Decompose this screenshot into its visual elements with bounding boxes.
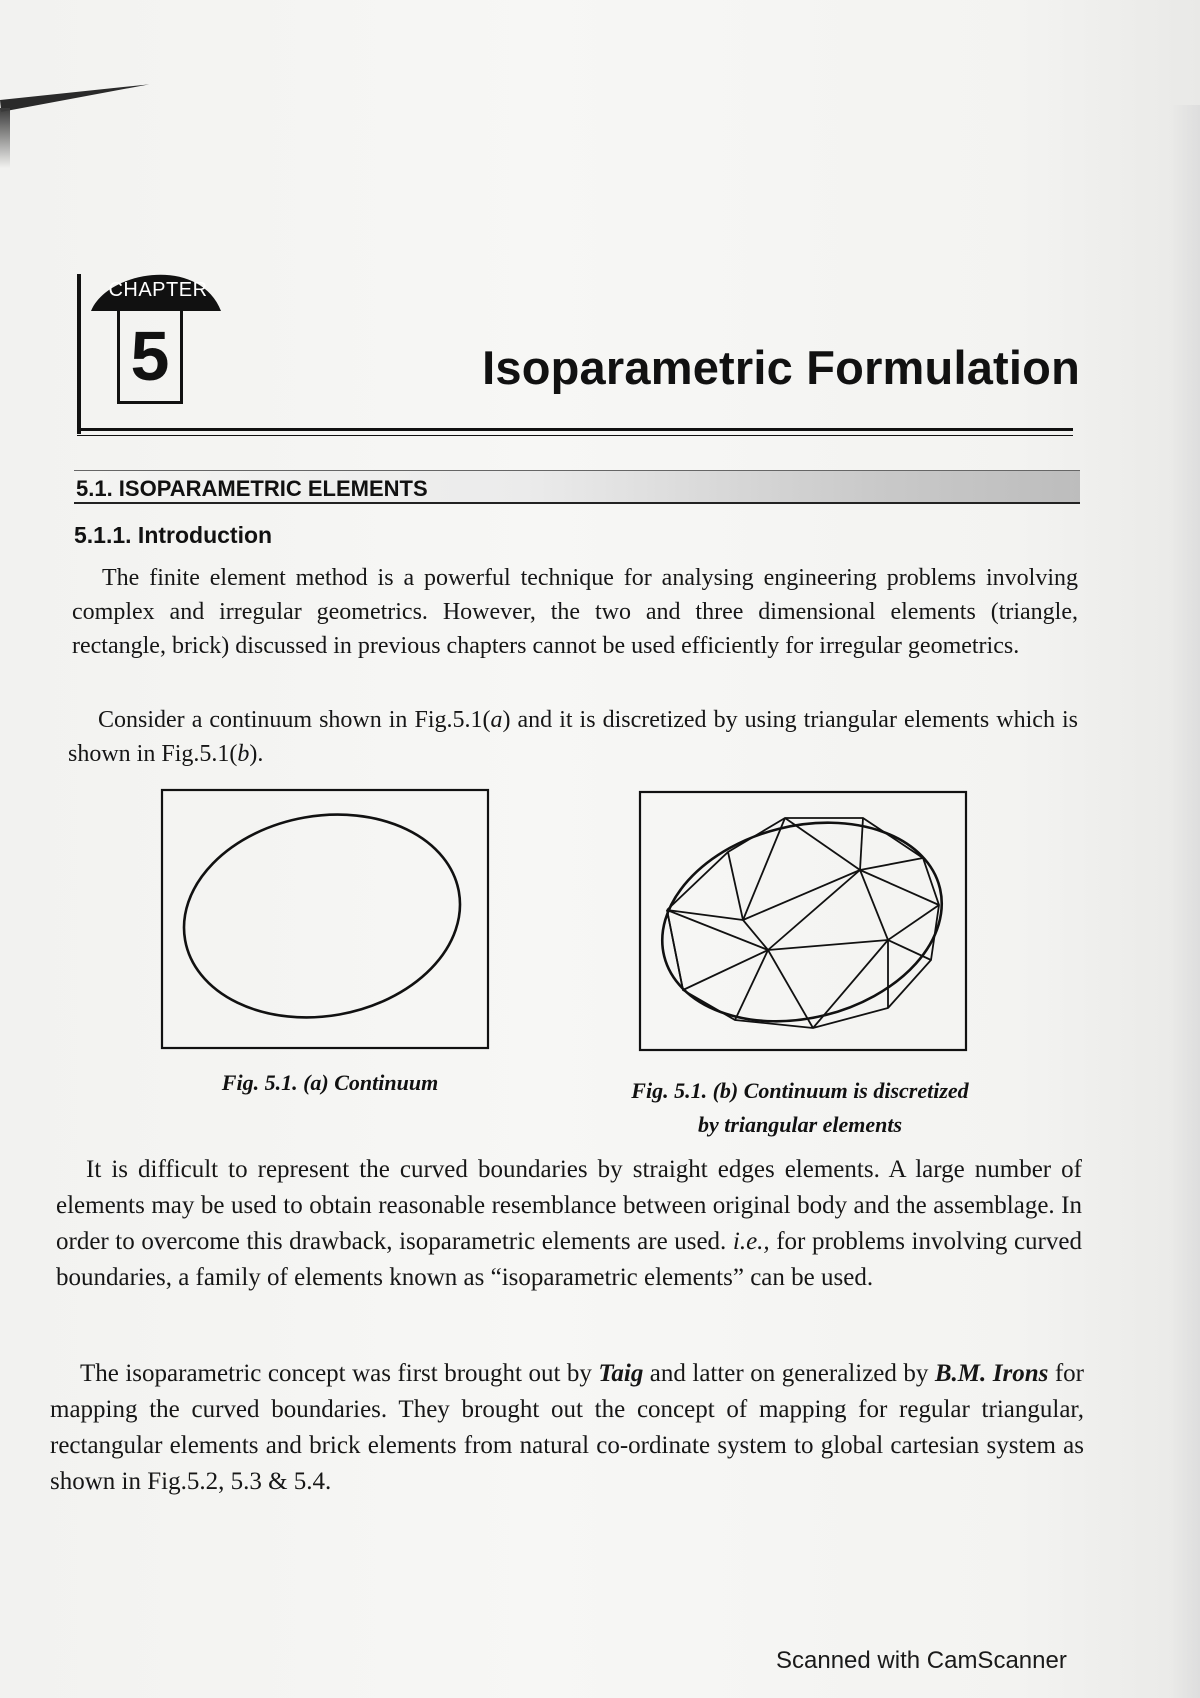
chapter-number: 5 xyxy=(117,308,183,404)
section-heading: 5.1. ISOPARAMETRIC ELEMENTS xyxy=(76,476,428,501)
paragraph-concept xyxy=(50,1356,1084,1500)
figure-caption-b-line2: by triangular elements xyxy=(697,1112,903,1137)
page-right-edge xyxy=(1170,105,1200,1698)
ie-abbrev: i.e., xyxy=(732,1228,770,1255)
text-run: ) and it is discretized by using triangular elements which is shown in Fig.5.1( xyxy=(68,707,1078,767)
paragraph-intro: The finite element method is a powerful technique for analysing engineering problems involving complex and irregular geometrics. However, the two and three dimensional elements (triangle, rectangle, brick) discussed in previous chapters cannot be used efficiently for irregular geometrics. xyxy=(72,565,1078,659)
figure-continuum xyxy=(160,788,490,1050)
text-run: and latter on generalized by xyxy=(643,1360,935,1387)
figure-caption-a: Fig. 5.1. (a) Continuum xyxy=(221,1070,439,1095)
title-rule-thin xyxy=(77,435,1073,436)
text-run: The isoparametric concept was first brought out by xyxy=(80,1360,599,1387)
chapter-word: CHAPTER xyxy=(108,279,208,301)
chapter-frame-bar xyxy=(77,274,81,434)
author-taig: Taig xyxy=(598,1360,644,1387)
title-rule-thick xyxy=(77,428,1073,431)
figure-caption-b-line1: Fig. 5.1. (b) Continuum is discretized xyxy=(631,1078,969,1103)
text-run: It is difficult to represent the curved boundaries by straight edges elements. A large number of elements may be used to obtain reasonable resemblance between original body and the assemblage. In order to overcome this drawback, isoparametric elements are used. xyxy=(56,1156,1082,1255)
figure-caption-b xyxy=(600,1074,1000,1142)
paragraph-consider xyxy=(68,703,1078,771)
scanner-watermark: Scanned with CamScanner xyxy=(776,1647,1067,1674)
text-run: for mapping the curved boundaries. They brought out the concept of mapping for regular triangular, rectangular elements and brick elements from natural co-ordinate system to global cartesian system as shown in Fig.5.2, 5.3 & 5.4. xyxy=(50,1360,1084,1495)
paragraph-difficult xyxy=(56,1152,1082,1296)
text-run: ). xyxy=(249,741,264,767)
text-run: Consider a continuum shown in Fig.5.1( xyxy=(98,707,491,733)
fig-ref-a: a xyxy=(490,707,503,733)
subsection-heading: 5.1.1. Introduction xyxy=(74,522,273,548)
fig-ref-b: b xyxy=(237,741,250,767)
text-run: for problems involving curved boundaries, a family of elements known as “isoparametric elements” can be used. xyxy=(56,1228,1082,1291)
page-edge-shadow xyxy=(0,108,10,168)
author-irons: B.M. Irons xyxy=(934,1360,1049,1387)
figure-discretized xyxy=(638,790,968,1052)
chapter-title: Isoparametric Formulation xyxy=(482,341,1080,394)
